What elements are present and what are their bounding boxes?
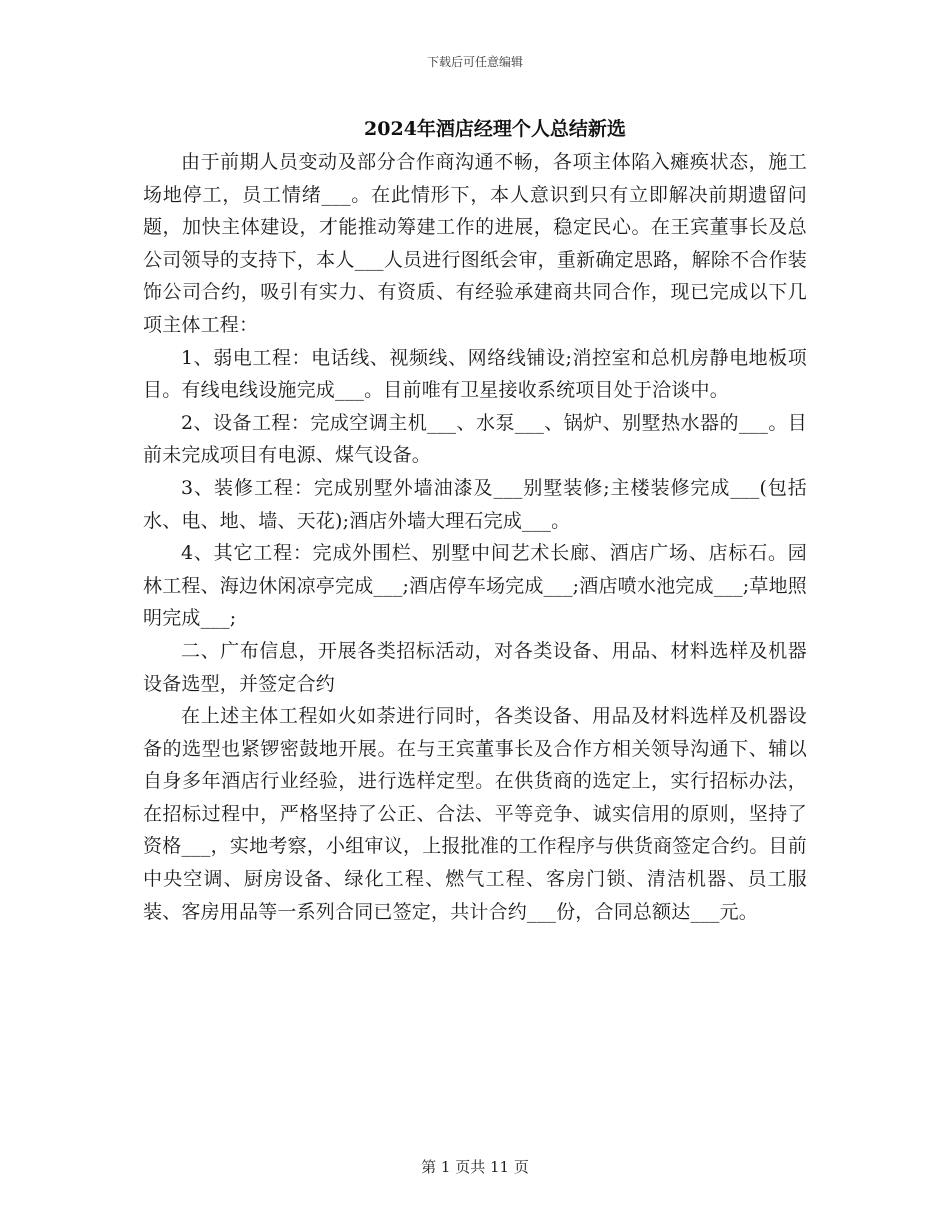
paragraph-other-works: 4、其它工程：完成外围栏、别墅中间艺术长廊、酒店广场、店标石。园林工程、海边休闲凉亭完成___;酒店停车场完成___;酒店喷水池完成___;草地照明完成___; — [143, 542, 807, 630]
paragraph-intro: 由于前期人员变动及部分合作商沟通不畅，各项主体陷入瘫痪状态，施工场地停工，员工情绪___。在此情形下，本人意识到只有立即解决前期遗留问题，加快主体建设，才能推动筹建工作的进展，稳定民心。在王宾董事长及总公司领导的支持下，本人___人员进行图纸会审，重新确定思路，解除不合作装饰公司合约，吸引有实力、有资质、有经验承建商共同合作，现已完成以下几项主体工程： — [143, 151, 807, 336]
paragraph-weak-current: 1、弱电工程：电话线、视频线、网络线铺设;消控室和总机房静电地板项目。有线电线设施完成___。目前唯有卫星接收系统项目处于洽谈中。 — [143, 346, 807, 402]
section-heading-bidding: 二、广布信息，开展各类招标活动，对各类设备、用品、材料选样及机器设备选型，并签定合约 — [143, 639, 807, 695]
page-footer: 第 1 页共 11 页 — [421, 1158, 529, 1176]
document-title: 2024年酒店经理个人总结新选 — [364, 118, 626, 140]
header-note: 下载后可任意编辑 — [426, 55, 523, 69]
paragraph-equipment: 2、设备工程：完成空调主机___、水泵___、锅炉、别墅热水器的___。目前未完成项目有电源、煤气设备。 — [143, 411, 807, 467]
document-body — [143, 146, 807, 928]
paragraph-bidding: 在上述主体工程如火如荼进行同时，各类设备、用品及材料选样及机器设备的选型也紧锣密鼓地开展。在与王宾董事长及合作方相关领导沟通下、辅以自身多年酒店行业经验，进行选样定型。在供货商的选定上，实行招标办法，在招标过程中，严格坚持了公正、合法、平等竞争、诚实信用的原则，坚持了资格___，实地考察，小组审议，上报批准的工作程序与供货商签定合约。目前中央空调、厨房设备、绿化工程、燃气工程、客房门锁、清洁机器、员工服装、客房用品等一系列合同已签定，共计合约___份，合同总额达___元。 — [143, 705, 807, 923]
paragraph-decoration: 3、装修工程：完成别墅外墙油漆及___别墅装修;主楼装修完成___(包括水、电、地、墙、天花);酒店外墙大理石完成___。 — [143, 476, 807, 532]
